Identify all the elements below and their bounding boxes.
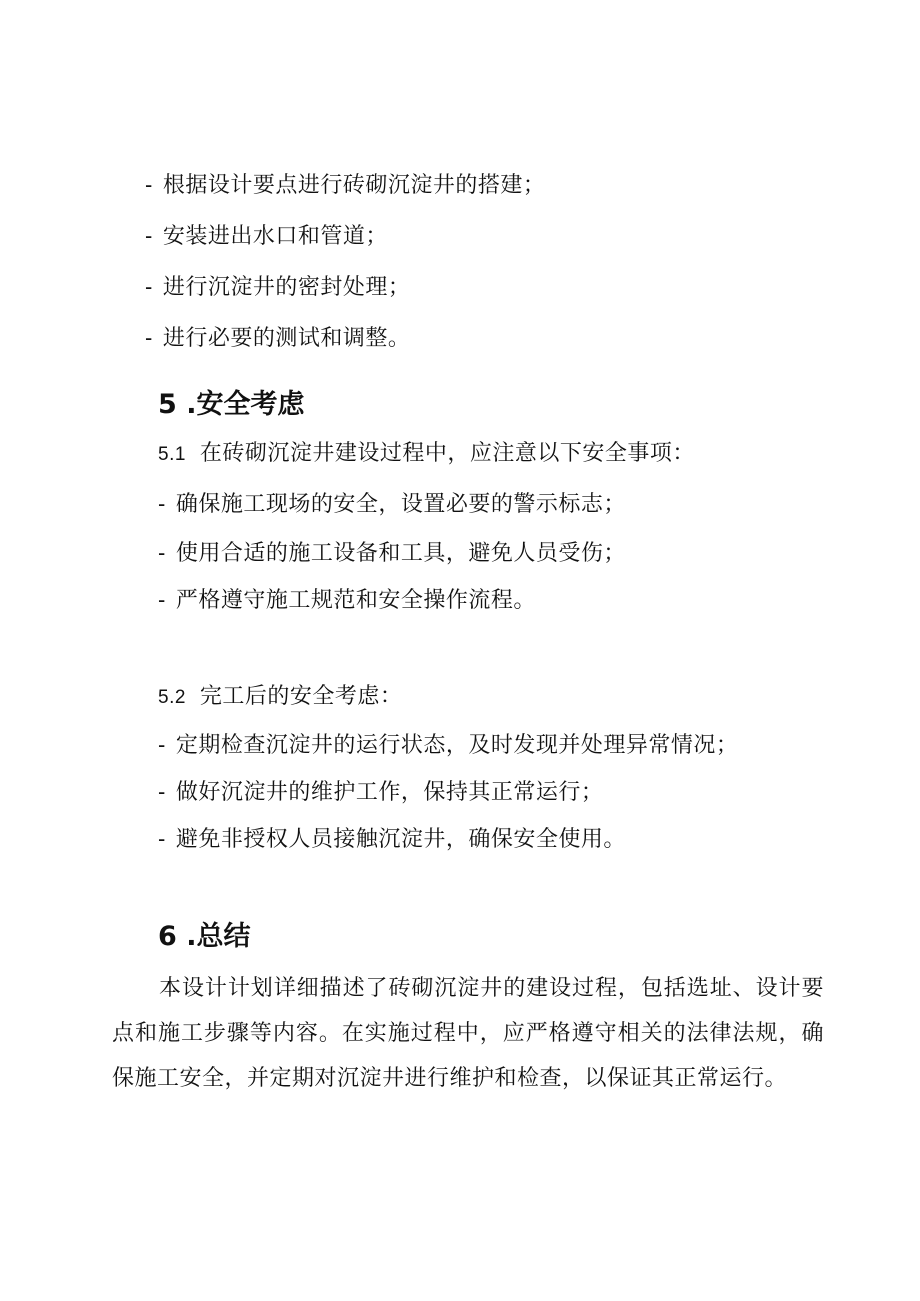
- subsection-5-1: [158, 439, 695, 470]
- summary-paragraph: 本设计计划详细描述了砖砌沉淀井的建设过程，包括选址、设计要点和施工步骤等内容。在实施过程中，应严格遵守相关的法律法规，确保施工安全，并定期对沉淀井进行维护和检查，以保证其正常运行。: [112, 976, 824, 1091]
- list-item-text: 安装进出水口和管道；: [162, 224, 388, 249]
- bullet-dash: -: [158, 491, 166, 516]
- bullet-dash: -: [158, 587, 166, 612]
- bullet-dash: -: [145, 223, 153, 248]
- section-number: 6: [158, 921, 177, 952]
- section-number: 5: [158, 389, 177, 420]
- subsection-5-2: [158, 682, 402, 713]
- list-item: [145, 221, 388, 252]
- bullet-dash: -: [158, 826, 166, 851]
- section-title: .总结: [186, 921, 251, 952]
- list-item-text: 做好沉淀井的维护工作，保持其正常运行；: [175, 780, 604, 805]
- bullet-dash: -: [158, 732, 166, 757]
- list-item-text: 定期检查沉淀井的运行状态，及时发现并处理异常情况；: [175, 733, 739, 758]
- list-item: [158, 824, 626, 855]
- subsection-text: 在砖砌沉淀井建设过程中，应注意以下安全事项：: [199, 441, 695, 466]
- list-item: [158, 538, 626, 569]
- section-heading-6: [158, 920, 250, 954]
- list-item-text: 确保施工现场的安全，设置必要的警示标志；: [175, 492, 626, 517]
- bullet-dash: -: [145, 172, 153, 197]
- subsection-number: 5.2: [158, 687, 186, 708]
- list-item-text: 根据设计要点进行砖砌沉淀井的搭建；: [162, 173, 546, 198]
- list-item-text: 严格遵守施工规范和安全操作流程。: [175, 588, 536, 613]
- list-item: [145, 323, 410, 354]
- bullet-dash: -: [145, 325, 153, 350]
- list-item-text: 使用合适的施工设备和工具，避免人员受伤；: [175, 541, 626, 566]
- section-title: .安全考虑: [186, 389, 305, 420]
- list-item-text: 避免非授权人员接触沉淀井，确保安全使用。: [175, 827, 626, 852]
- bullet-dash: -: [158, 540, 166, 565]
- subsection-number: 5.1: [158, 444, 186, 465]
- list-item: [158, 489, 626, 520]
- list-item: [145, 272, 410, 303]
- list-item-text: 进行必要的测试和调整。: [162, 326, 411, 351]
- list-item: [158, 777, 603, 808]
- subsection-text: 完工后的安全考虑：: [199, 684, 403, 709]
- list-item-text: 进行沉淀井的密封处理；: [162, 275, 411, 300]
- list-item: [158, 730, 738, 761]
- list-item: [158, 585, 536, 616]
- bullet-dash: -: [145, 274, 153, 299]
- bullet-dash: -: [158, 779, 166, 804]
- section-heading-5: [158, 388, 304, 422]
- list-item: [145, 170, 545, 201]
